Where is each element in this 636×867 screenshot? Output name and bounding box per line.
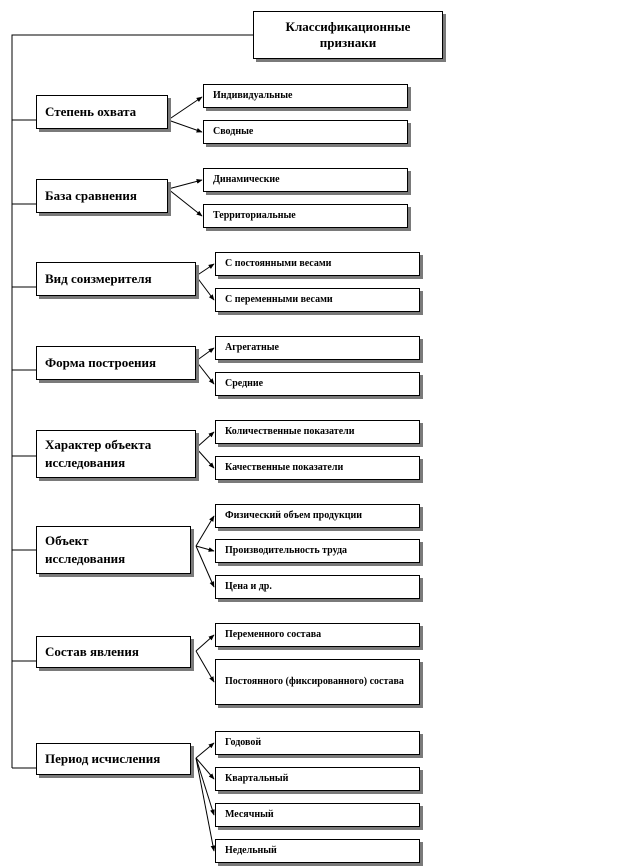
item-kvartalnyy: Квартальный (215, 767, 420, 791)
category-period-ischisleniya: Период исчисления (36, 743, 191, 775)
item-dinamicheskie: Динамические (203, 168, 408, 192)
root-node: Классификационные признаки (253, 11, 443, 59)
category-baza-sravneniya: База сравнения (36, 179, 168, 213)
item-postoyannogo-sostava: Постоянного (фиксированного) состава (215, 659, 420, 705)
category-forma-postroeniya: Форма построения (36, 346, 196, 380)
item-territorialnye: Территориальные (203, 204, 408, 228)
item-agregatnye: Агрегатные (215, 336, 420, 360)
item-srednie: Средние (215, 372, 420, 396)
item-godovoy: Годовой (215, 731, 420, 755)
item-individualnye: Индивидуальные (203, 84, 408, 108)
item-proizvoditelnost: Производительность труда (215, 539, 420, 563)
item-tsena: Цена и др. (215, 575, 420, 599)
item-kachestvennye: Качественные показатели (215, 456, 420, 480)
item-peremennogo-sostava: Переменного состава (215, 623, 420, 647)
item-postoyannye-vesa: С постоянными весами (215, 252, 420, 276)
item-nedelnyy: Недельный (215, 839, 420, 863)
category-kharakter-obekta: Характер объекта исследования (36, 430, 196, 478)
category-stepen-okhvata: Степень охвата (36, 95, 168, 129)
category-sostav-yavleniya: Состав явления (36, 636, 191, 668)
item-mesyachnyy: Месячный (215, 803, 420, 827)
category-vid-soizmeritelya: Вид соизмерителя (36, 262, 196, 296)
item-svodnye: Сводные (203, 120, 408, 144)
item-peremennye-vesa: С переменными весами (215, 288, 420, 312)
item-kolichestvennye: Количественные показатели (215, 420, 420, 444)
category-obekt-issledovaniya: Объект исследования (36, 526, 191, 574)
item-fizicheskiy-obem: Физический объем продукции (215, 504, 420, 528)
